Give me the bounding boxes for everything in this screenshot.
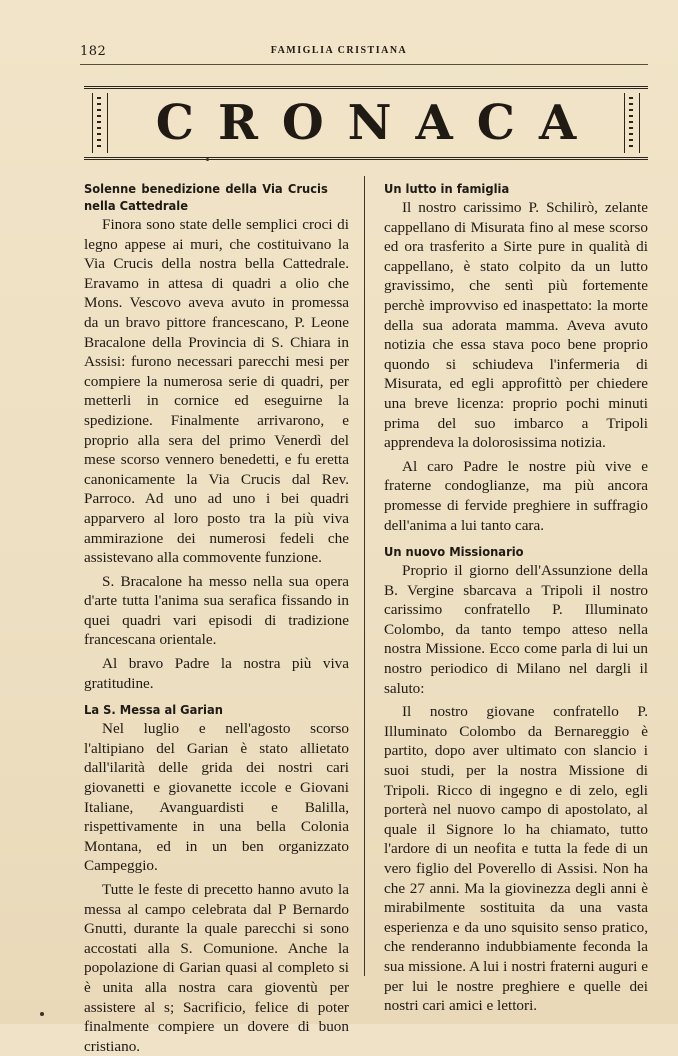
article-paragraph: Tutte le feste di precetto hanno avuto la messa al campo celebrata dal P Bernardo Gnutti, durante la quale parecchi si sono accostati alla S. Comunione. Anche la popolazione di Garian quasi al completo si è unita alla nostra cara gioventù per assistere al s; Sacrificio, felice di poter finalmente compiere un dovere di buon cristiano. <box>84 881 349 1055</box>
article-paragraph: Al caro Padre le nostre più vive e fraterne condoglianze, ma più ancora promesse di fervide preghiere in suffragio dell'anima a lui tanto cara. <box>384 457 648 534</box>
article-title: La S. Messa al Garian <box>84 702 223 718</box>
article-paragraph: Proprio il giorno dell'Assunzione della B. Vergine sbarcava a Tripoli il nostro carissimo confratello P. Illuminato Colombo, da tanto tempo atteso nella nostra Missione. Ecco come parla di lui un nostro periodico di Milano nel dargli il saluto: <box>384 562 648 697</box>
article-paragraph: Il nostro carissimo P. Schilirò, zelante cappellano di Misurata fino al mese scorso ed ora trasferito a Sirte pure in qualità di cappellano, è stato colpito da un lutto gravissimo, che sentì più fortemente perchè improvviso ed inaspettato: la morte della sua adorata mamma. Aveva avuto notizia che essa stava poco bene proprio quondo si schiudeva l'infermeria di Misurata, ed egli approfittò per chiedere una breve licenza: proprio pochi minuti prima del suo imbarco a Tripoli apprendeva la dolorosissima notizia. <box>384 199 648 452</box>
article-paragraph: Nel luglio e nell'agosto scorso l'altipiano del Garian è stato allietato dall'ilarità delle grida dei nostri cari giovanetti e giovanette iccole e Giovani Italiane, Avanguardisti e Balilla, rispettivamente in una bella Colonia Montana, ed in un ben organizzato Campeggio. <box>84 720 349 875</box>
banner-title: CRONACA <box>155 95 601 151</box>
article-paragraph: Il nostro giovane confratello P. Illuminato Colombo da Bernareggio è partito, dopo aver ultimato con slancio i suoi studi, per la nostra Missione di Tripoli. Ricco di ingegno e di zelo, egli porterà nel nuovo campo di apostolato, al quale il Signore lo ha chiamato, tutto l'ardore di un neofita e tutta la fede di un vero figlio del Poverello di Assisi. Non ha che 27 anni. Ma la giovinezza degli anni è mirabilmente sostituita da una vasta esperienza e da uno squisito senso pratico, che renderanno indubbiamente feconda la sua missione. A lui i nostri fraterni auguri e per lui le nostre preghiere e quelle dei nostri cari amici e lettori. <box>384 703 648 1015</box>
article-paragraph: Al bravo Padre la nostra più viva gratitudine. <box>84 655 349 692</box>
paper-speck <box>40 1012 44 1016</box>
column-divider <box>364 176 365 976</box>
section-banner <box>84 86 648 160</box>
right-column <box>384 180 648 1016</box>
article-title: Un lutto in famiglia <box>384 181 510 196</box>
article-title: Un nuovo Missionario <box>384 544 524 560</box>
left-column <box>84 180 349 1056</box>
article-title: Solenne benedizione della Via Crucis nella Cattedrale <box>84 181 328 213</box>
header-rule <box>80 64 648 65</box>
article-paragraph: S. Bracalone ha messo nella sua opera d'arte tutta l'anima sua serafica fissando in quei quadri vari episodi di tradizione francescana orientale. <box>84 572 349 649</box>
banner-ornament-right <box>624 93 640 153</box>
paper-speck <box>206 158 209 161</box>
running-header-title: FAMIGLIA CRISTIANA <box>270 45 408 56</box>
page-number: 182 <box>80 44 107 59</box>
article-paragraph: Finora sono state delle semplici croci di legno appese ai muri, che costituivano la Via Crucis della nostra bella Cattedrale. Eravamo in attesa di quadri a olio che Mons. Vescovo aveva avuto in promessa da un bravo pittore francescano, P. Leone Bracalone della Provincia di S. Chiara in Assisi: furono necessari parecchi mesi per compiere la numerosa serie di quadri, per metterli in cornice ed eseguirne la spedizione. Finalmente arrivarono, e proprio alla sera del primo Venerdì del mese scorso vennero benedetti, e fu eretta canonicamente la Via Crucis dal Rev. Parroco. Ad uno ad uno i bei quadri apparvero al loro posto tra la più viva ammirazione dei numerosi fedeli che assistevano alla commovente funzione. <box>84 216 349 567</box>
